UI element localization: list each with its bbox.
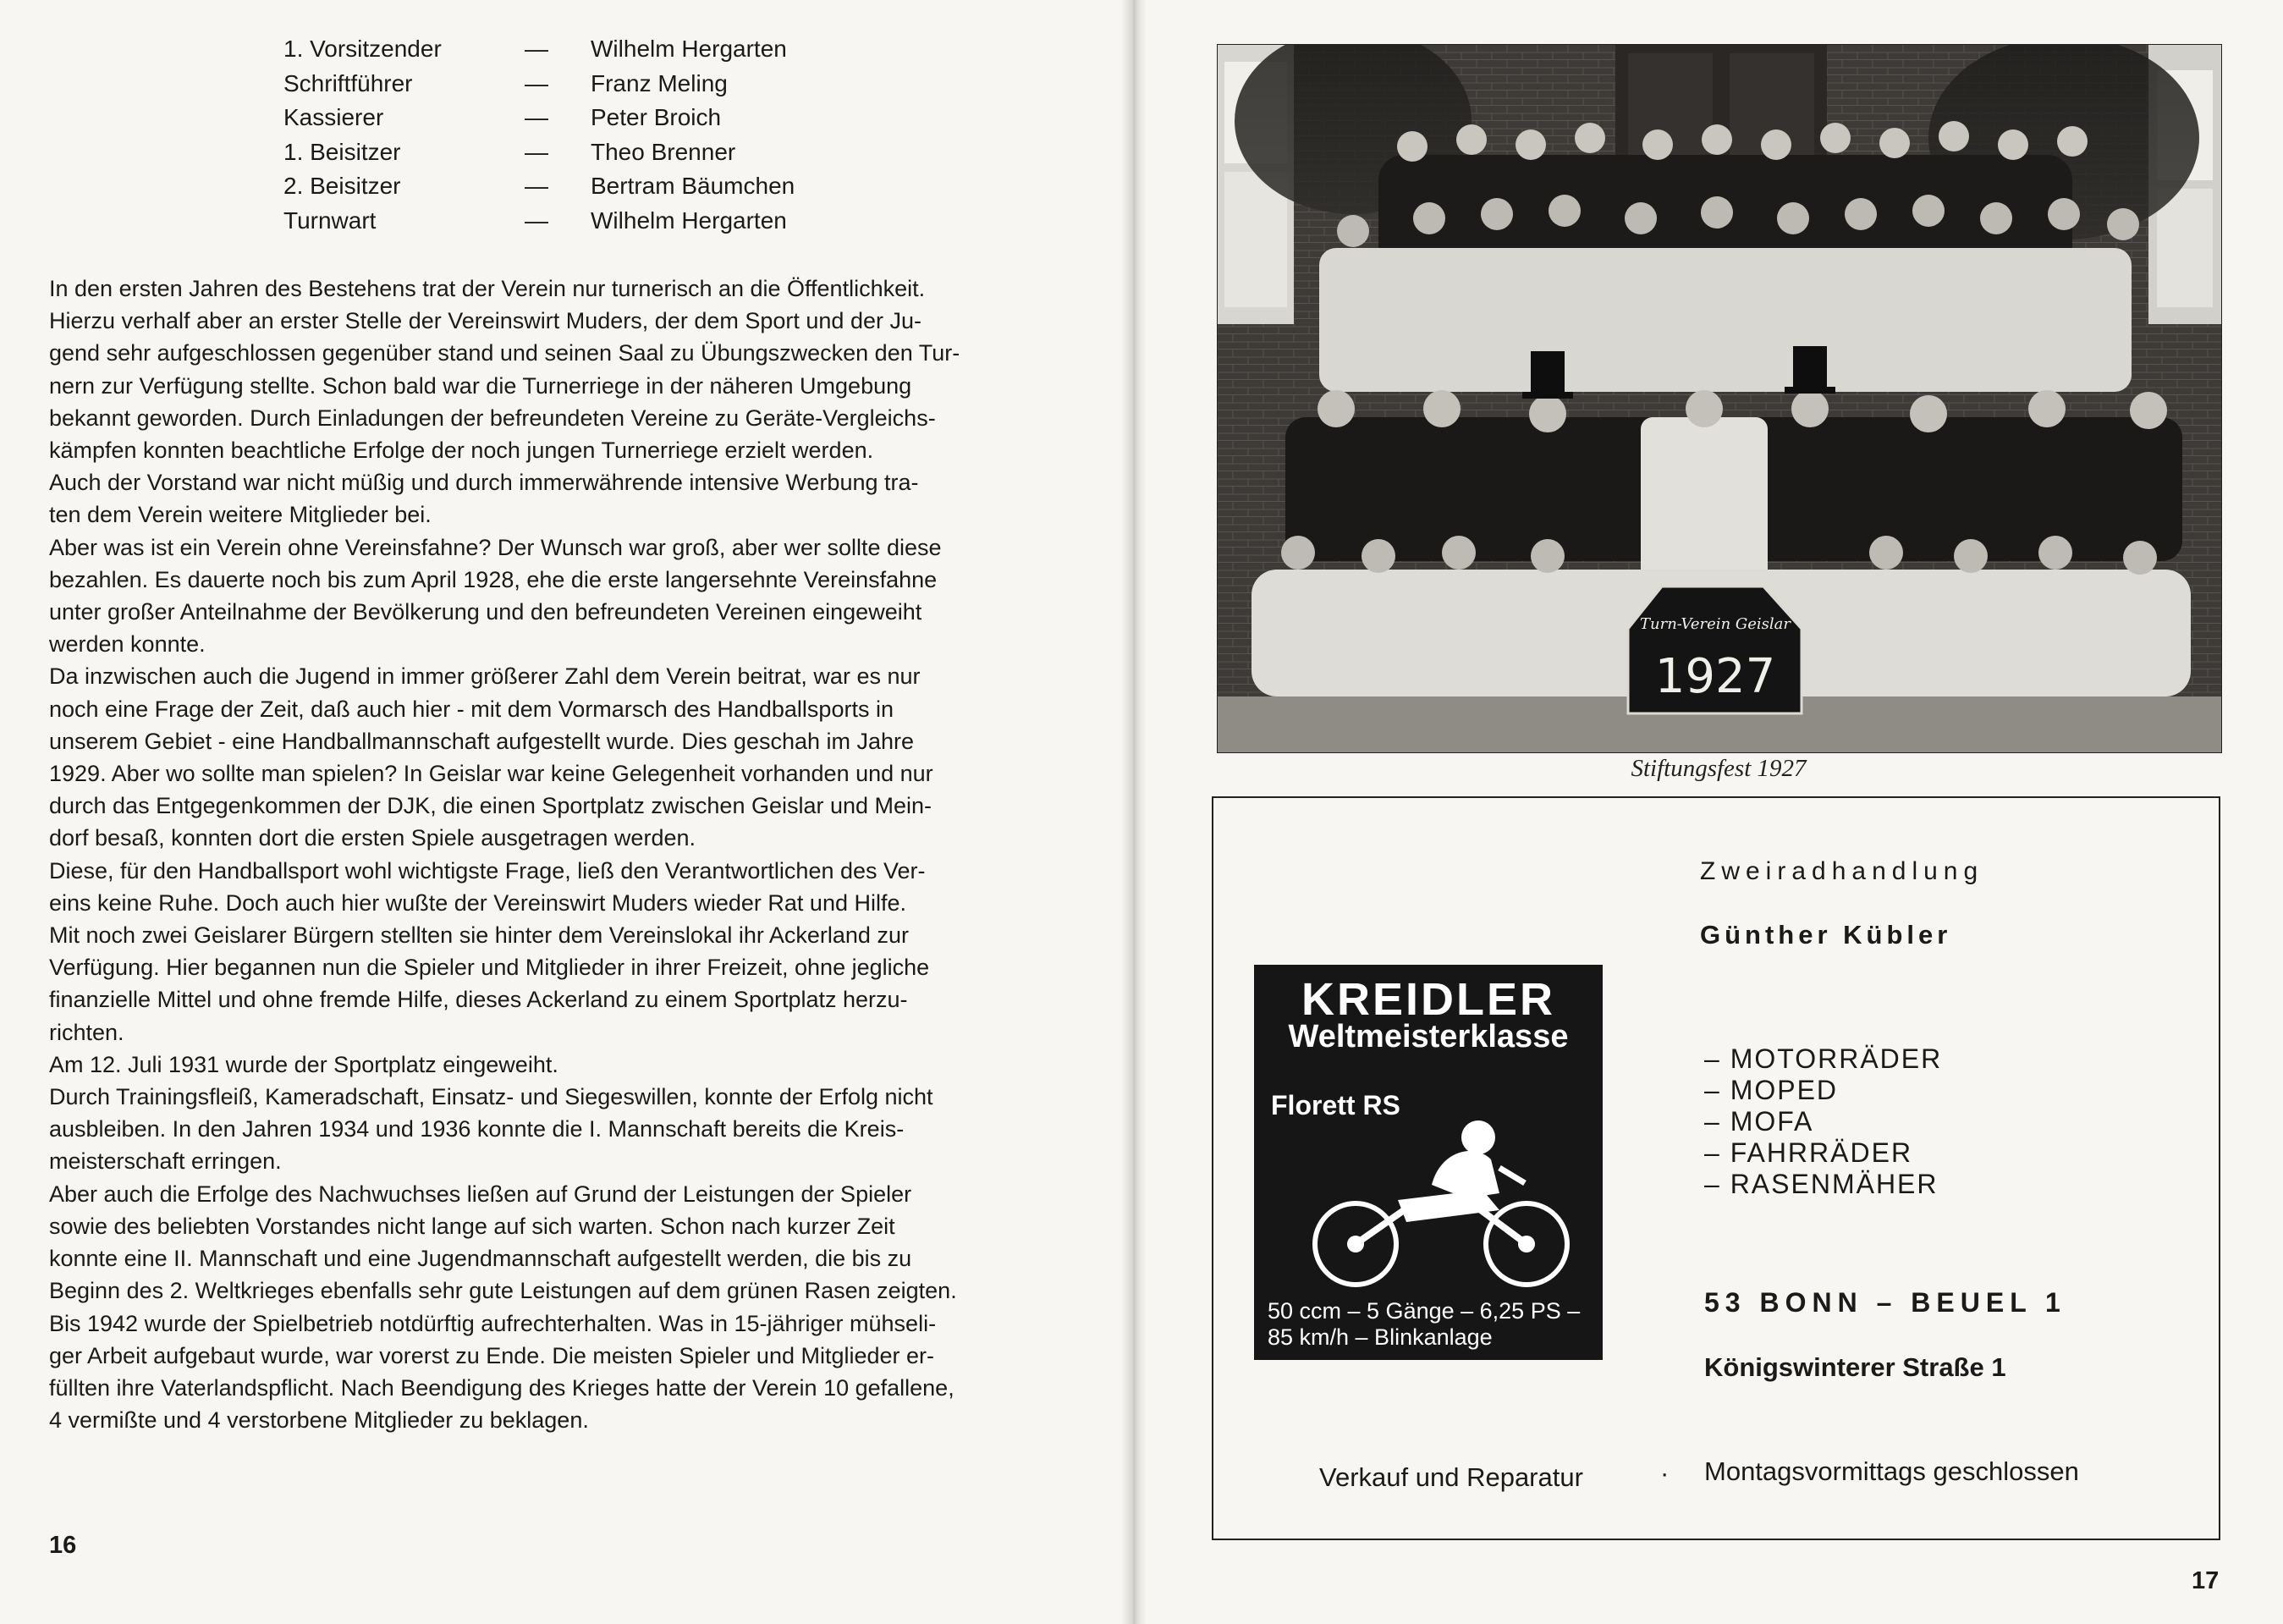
text-line: Da inzwischen auch die Jugend in immer größerer Zahl dem Verein beitrat, war es nur — [49, 663, 921, 690]
text-line: dorf besaß, konnten dort die ersten Spiele ausgetragen werden. — [49, 825, 696, 851]
text-line: füllten ihre Vaterlandspflicht. Nach Beendigung des Krieges hatte der Verein 10 gefallene, — [49, 1374, 954, 1401]
photo-sign-year: 1927 — [1654, 649, 1776, 704]
officer-name: Bertram Bäumchen — [591, 173, 795, 199]
group-photo-illustration — [1218, 45, 2221, 752]
officer-name: Peter Broich — [591, 104, 722, 130]
text-line: Aber auch die Erfolge des Nachwuchses ließen auf Grund der Leistungen der Spieler — [49, 1181, 912, 1207]
officer-row — [283, 67, 861, 102]
product-item: – RASENMÄHER — [1704, 1169, 1939, 1199]
text-line: Beginn des 2. Weltkrieges ebenfalls sehr gute Leistungen auf dem grünen Rasen zeigten. — [49, 1278, 957, 1304]
officer-name: Wilhelm Hergarten — [591, 36, 787, 62]
product-item: – MOFA — [1704, 1106, 1814, 1137]
product-item: – MOPED — [1704, 1075, 1839, 1105]
product-item: – MOTORRÄDER — [1704, 1043, 1943, 1074]
officer-row — [283, 135, 861, 170]
advertisement-box — [1212, 796, 2220, 1540]
officer-dash: — — [525, 36, 548, 62]
text-line: Verfügung. Hier begannen nun die Spieler und Mitglieder in ihrer Freizeit, ohne jegliche — [49, 955, 930, 981]
officer-name: Wilhelm Hergarten — [591, 206, 787, 234]
text-line: ausbleiben. In den Jahren 1934 und 1936 konnte die I. Mannschaft bereits die Kreis- — [49, 1116, 905, 1142]
photo-caption: Stiftungsfest 1927 — [1631, 755, 1807, 782]
officer-name: Theo Brenner — [591, 138, 736, 165]
text-line: bekannt geworden. Durch Einladungen der befreundeten Vereine zu Geräte-Vergleichs- — [49, 405, 936, 431]
officer-role: Schriftführer — [283, 69, 413, 96]
book-gutter — [1121, 0, 1147, 1624]
kreidler-slogan: Weltmeisterklasse — [1288, 1019, 1569, 1054]
kreidler-spec-line: 85 km/h – Blinkanlage — [1268, 1324, 1493, 1350]
group-photo — [1217, 44, 2222, 753]
officer-role: 1. Beisitzer — [283, 138, 401, 165]
text-line: ger Arbeit aufgebaut wurde, war vorerst zu Ende. Die meisten Spieler und Mitglieder er- — [49, 1342, 935, 1368]
text-line: meisterschaft erringen. — [49, 1148, 282, 1175]
kreidler-model: Florett RS — [1271, 1090, 1400, 1120]
text-line: Diese, für den Handballsport wohl wichtigste Frage, ließ den Verantwortlichen des Ver- — [49, 857, 926, 884]
officer-dash: — — [525, 206, 548, 234]
officer-role: 1. Vorsitzender — [283, 36, 442, 62]
closing-note: Montagsvormittags geschlossen — [1704, 1456, 2079, 1486]
text-line: Hierzu verhalf aber an erster Stelle der Vereinswirt Muders, der dem Sport und der Ju- — [49, 308, 921, 334]
text-line: eins keine Ruhe. Doch auch hier wußte der Vereinswirt Muders wieder Rat und Hilfe. — [49, 889, 906, 916]
separator-dot: · — [1660, 1458, 1670, 1488]
text-line: richten. — [49, 1019, 124, 1045]
text-line: noch eine Frage der Zeit, daß auch hier - mit dem Vormarsch des Handballsports in — [49, 696, 894, 722]
officer-role: 2. Beisitzer — [283, 173, 401, 199]
officer-row — [283, 169, 861, 204]
text-line: unserem Gebiet - eine Handballmannschaft aufgestellt wurde. Dies geschah im Jahre — [49, 728, 915, 754]
text-line: Bis 1942 wurde der Spielbetrieb notdürftig aufrechterhalten. Was in 15-jähriger mühseli- — [49, 1310, 937, 1336]
officer-dash: — — [525, 173, 548, 199]
text-line: Durch Trainingsfleiß, Kameradschaft, Einsatz- und Siegeswillen, konnte der Erfolg nicht — [49, 1084, 933, 1110]
text-line: sowie des beliebten Vorstandes nicht lange auf sich warten. Schon nach kurzer Zeit — [49, 1213, 895, 1239]
officer-row — [283, 101, 861, 135]
text-line: gend sehr aufgeschlossen gegenüber stand und seinen Saal zu Übungszwecken den Tur- — [49, 340, 960, 366]
officer-dash: — — [525, 138, 548, 165]
text-line: Auch der Vorstand war nicht müßig und durch immerwährende intensive Werbung tra- — [49, 470, 919, 496]
text-line: nern zur Verfügung stellte. Schon bald war die Turnerriege in der näheren Umgebung — [49, 372, 912, 399]
text-line: konnte eine II. Mannschaft und eine Jugendmannschaft aufgestellt werden, die bis zu — [49, 1246, 912, 1272]
officer-role: Kassierer — [283, 104, 384, 130]
product-item: – FAHRRÄDER — [1704, 1137, 1913, 1168]
text-line: durch das Entgegenkommen der DJK, die einen Sportplatz zwischen Geislar und Mein- — [49, 793, 932, 819]
text-line: Mit noch zwei Geislarer Bürgern stellten sie hinter dem Vereinslokal ihr Ackerland zur — [49, 922, 909, 949]
kreidler-spec-line: 50 ccm – 5 Gänge – 6,25 PS – — [1268, 1298, 1581, 1324]
product-list — [1704, 1043, 1942, 1200]
page-number-left: 16 — [49, 1532, 77, 1559]
text-line: werden konnte. — [49, 631, 206, 658]
page-number-right: 17 — [2192, 1567, 2220, 1594]
officer-row — [283, 32, 861, 67]
shop-city: 53 BONN – BEUEL 1 — [1704, 1287, 2066, 1318]
officer-row — [283, 204, 861, 239]
text-line: kämpfen konnten beachtliche Erfolge der noch jungen Turnerriege erzielt werden. — [49, 438, 874, 464]
motorcycle-icon — [1305, 1117, 1576, 1295]
text-line: In den ersten Jahren des Bestehens trat der Verein nur turnerisch an die Öffentlichkeit. — [49, 276, 926, 301]
kreidler-specs — [1268, 1298, 1580, 1351]
text-line: 1929. Aber wo sollte man spielen? In Geislar war keine Gelegenheit vorhanden und nur — [49, 761, 933, 787]
text-line: 4 vermißte und 4 verstorbene Mitglieder zu beklagen. — [49, 1407, 589, 1434]
text-line: Am 12. Juli 1931 wurde der Sportplatz eingeweiht. — [49, 1051, 558, 1077]
shop-street: Königswinterer Straße 1 — [1704, 1352, 2006, 1382]
officer-name: Franz Meling — [591, 69, 728, 96]
officers-list — [283, 32, 861, 238]
text-line: ten dem Verein weitere Mitglieder bei. — [49, 502, 432, 528]
shop-type: Zweiradhandlung — [1700, 857, 1984, 885]
shop-owner: Günther Kübler — [1700, 920, 1952, 950]
club-history-text — [49, 273, 1064, 1436]
text-line: unter großer Anteilnahme der Bevölkerung und den befreundeten Vereinen eingeweiht — [49, 599, 922, 625]
text-line: Aber was ist ein Verein ohne Vereinsfahne? Der Wunsch war groß, aber wer sollte diese — [49, 534, 942, 560]
service-text: Verkauf und Reparatur — [1319, 1462, 1583, 1492]
officer-dash: — — [525, 104, 548, 130]
officer-dash: — — [525, 69, 548, 96]
text-line: finanzielle Mittel und ohne fremde Hilfe, dieses Ackerland zu einem Sportplatz herzu- — [49, 987, 908, 1013]
photo-sign-line: Turn-Verein Geislar — [1639, 615, 1791, 633]
text-line: bezahlen. Es dauerte noch bis zum April 1928, ehe die erste langersehnte Vereinsfahne — [49, 566, 938, 592]
kreidler-ad — [1254, 965, 1603, 1360]
kreidler-brand: KREIDLER — [1301, 974, 1555, 1025]
officer-role: Turnwart — [283, 206, 377, 234]
